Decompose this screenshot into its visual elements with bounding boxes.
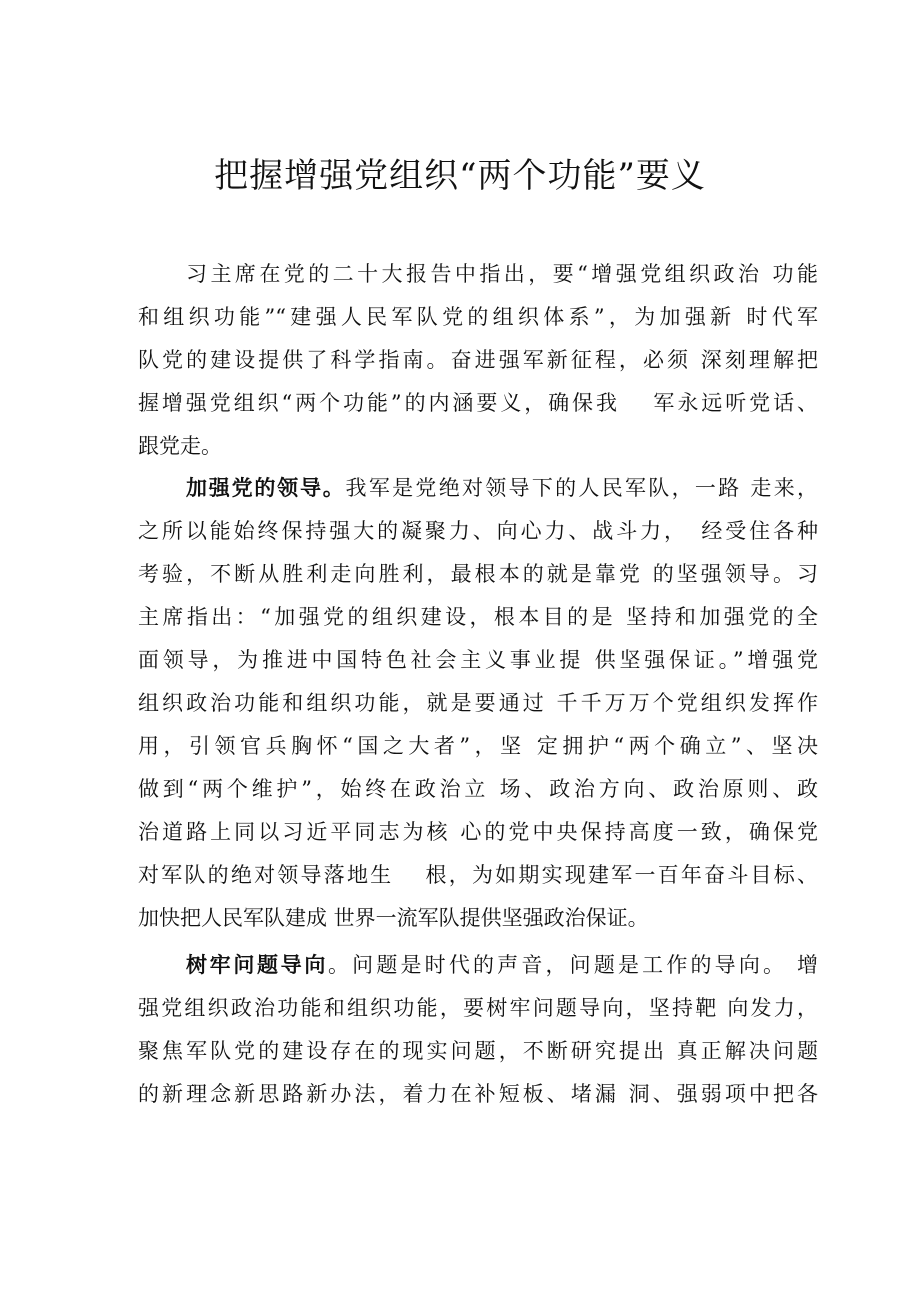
paragraph-line: 组织政治功能和组织功能，就是要通过 千千万万个党组织发挥作: [138, 691, 818, 715]
paragraph-line: 强党组织政治功能和组织功能，要树牢问题导向，坚持靶 向发力，: [138, 996, 818, 1020]
paragraph-line: 跟党走。: [138, 434, 222, 458]
section-heading: 树牢问题导向: [186, 953, 328, 977]
paragraph-line: 对军队的绝对领导落地生 根，为如期实现建军一百年奋斗目标、: [138, 863, 818, 887]
paragraph-line: [138, 944, 818, 987]
paragraph-line: 做到“两个维护”，始终在政治立 场、政治方向、政治原则、政: [138, 777, 818, 801]
paragraph-line: 主席指出：“加强党的组织建设，根本目的是 坚持和加强党的全: [138, 605, 818, 629]
paragraph-line: 习主席在党的二十大报告中指出，要“增强党组织政治 功能: [186, 262, 818, 286]
paragraph-line: 治道路上同以习近平同志为核 心的党中央保持高度一致，确保党: [138, 820, 818, 844]
document-title: 把握增强党组织“两个功能”要义: [214, 156, 706, 196]
paragraph-problem-orientation: [138, 944, 818, 1116]
paragraph-line: [138, 467, 818, 510]
paragraph-line: 聚焦军队党的建设存在的现实问题，不断研究提出 真正解决问题: [138, 1039, 818, 1063]
paragraph-line: 之所以能始终保持强大的凝聚力、向心力、战斗力， 经受住各种: [138, 519, 818, 543]
paragraph-line: 用，引领官兵胸怀“国之大者”，坚 定拥护“两个确立”、坚决: [138, 734, 818, 758]
paragraph-line: 和组织功能”“建强人民军队党的组织体系”，为加强新 时代军: [138, 305, 818, 329]
paragraph-line: 加快把人民军队建成 世界一流军队提供坚强政治保证。: [138, 906, 649, 930]
paragraph-text: 。问题是时代的声音，问题是工作的导向。 增: [328, 953, 818, 977]
paragraph-line: 握增强党组织“两个功能”的内涵要义，确保我 军永远听党话、: [138, 391, 818, 415]
paragraph-line: 考验，不断从胜利走向胜利，最根本的就是靠党 的坚强领导。习: [138, 562, 818, 586]
paragraph-intro: [138, 253, 818, 468]
paragraph-line: 队党的建设提供了科学指南。奋进强军新征程，必须 深刻理解把: [138, 348, 818, 372]
paragraph-line: 面领导，为推进中国特色社会主义事业提 供坚强保证。”增强党: [138, 648, 818, 672]
paragraph-text: 我军是党绝对领导下的人民军队，一路 走来，: [345, 476, 818, 500]
section-heading: 加强党的领导。: [186, 476, 346, 500]
paragraph-party-leadership: [138, 467, 818, 940]
paragraph-line: 的新理念新思路新办法，着力在补短板、堵漏 洞、强弱项中把各: [138, 1082, 818, 1106]
